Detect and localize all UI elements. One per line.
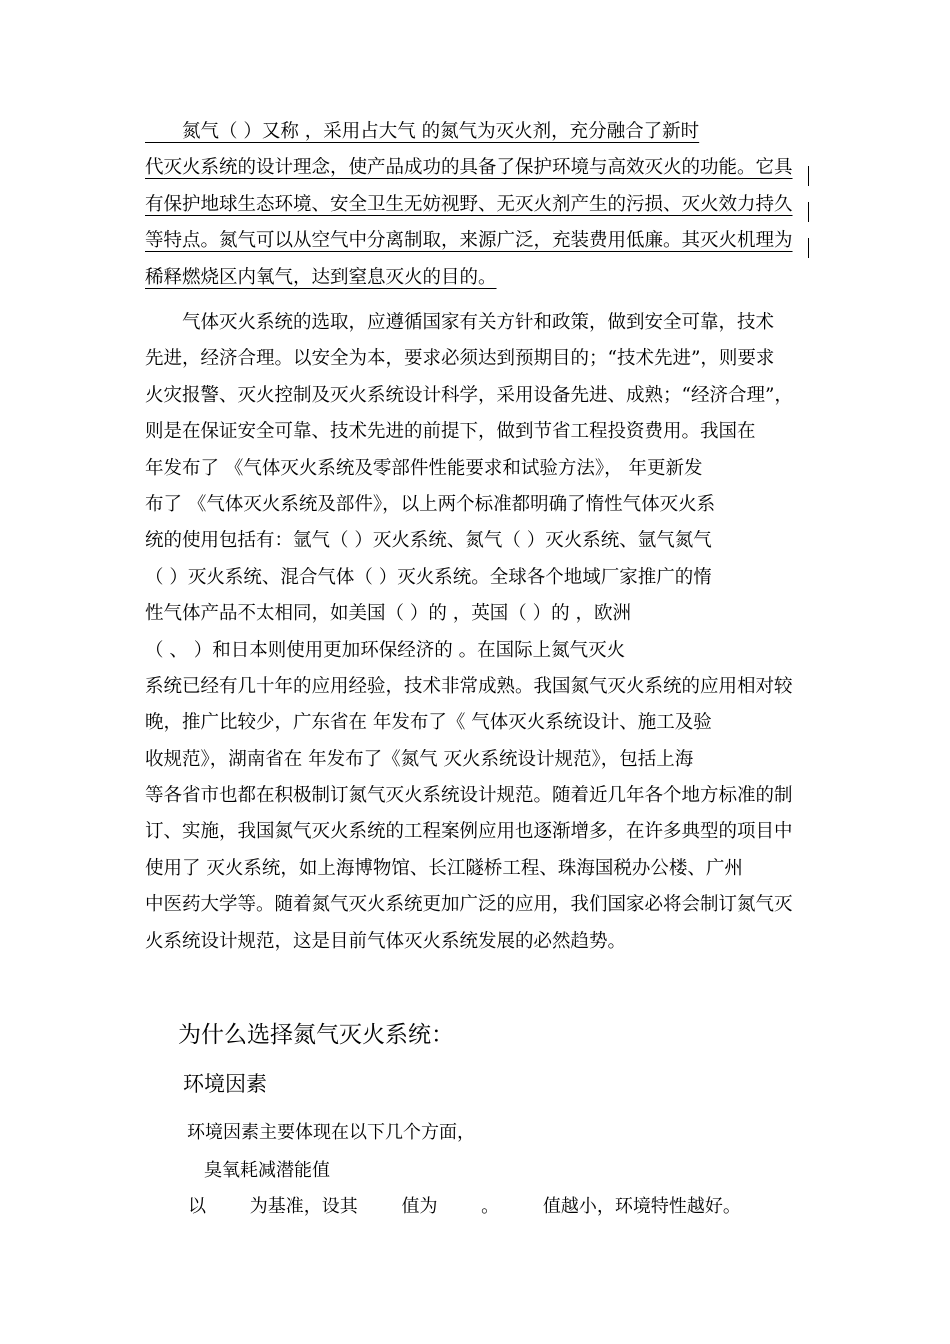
text-line: 则是在保证安全可靠、技术先进的前提下，做到节省工程投资费用。我国在 [145, 421, 756, 443]
text-line: 布了 《气体灭火系统及部件》，以上两个标准都明确了惰性气体灭火系 [145, 493, 716, 515]
text-line: 中医药大学等。随着氮气灭火系统更加广泛的应用，我们国家必将会制订氮气灭 [145, 894, 793, 916]
text-line: 代灭火系统的设计理念，使产品成功的具备了保护环境与高效灭火的功能。它具 [145, 157, 793, 179]
heading-why-nitrogen: 为什么选择氮气灭火系统： [178, 1022, 454, 1048]
heading-environment: 环境因素 [183, 1072, 267, 1096]
revision-bar [808, 238, 809, 258]
text-line: 等各省市也都在积极制订氮气灭火系统设计规范。随着近几年各个地方标准的制 [145, 785, 793, 807]
revision-bar [808, 166, 809, 186]
text-line: 氮气（ ）又称 ，采用占大气 的氮气为灭火剂，充分融合了新时 [145, 121, 700, 142]
text-line: 性气体产品不太相同，如美国（ ）的 ，英国（ ）的 ，欧洲 [145, 603, 632, 625]
text-line: 火系统设计规范，这是目前气体灭火系统发展的必然趋势。 [145, 930, 627, 952]
text-line: （ 、 ）和日本则使用更加环保经济的 。在国际上氮气灭火 [145, 639, 626, 661]
text-line: 统的使用包括有：氩气（ ）灭火系统、氮气（ ）灭火系统、氩气氮气 [145, 530, 712, 552]
text-line: 订、实施，我国氮气灭火系统的工程案例应用也逐渐增多，在许多典型的项目中 [145, 821, 793, 843]
text-line: （ ）灭火系统、混合气体（ ）灭火系统。全球各个地域厂家推广的惰 [145, 566, 712, 588]
environment-intro: 环境因素主要体现在以下几个方面， [187, 1122, 475, 1143]
text-line: 使用了 灭火系统，如上海博物馆、长江隧桥工程、珠海国税办公楼、广州 [145, 857, 743, 879]
text-line: 有保护地球生态环境、安全卫生无妨视野、无灭火剂产生的污损、灭火效力持久 [145, 193, 793, 215]
text-line: 火灾报警、灭火控制及灭火系统设计科学，采用设备先进、成熟；“经济合理”， [145, 384, 793, 406]
text-line: 气体灭火系统的选取，应遵循国家有关方针和政策，做到安全可靠，技术 [145, 312, 775, 333]
paragraph-gas-system-selection [145, 305, 810, 960]
paragraph-nitrogen-intro [145, 114, 810, 296]
ozone-depletion-line: 以 为基准，设其 值为 。 值越小，环境特性越好。 [188, 1196, 741, 1217]
text-line: 等特点。氮气可以从空气中分离制取，来源广泛，充装费用低廉。其灭火机理为 [145, 230, 793, 252]
text-line: 晚，推广比较少，广东省在 年发布了《 气体灭火系统设计、施工及验 [145, 712, 712, 734]
text-line: 先进，经济合理。以安全为本，要求必须达到预期目的；“技术先进”，则要求 [145, 348, 775, 370]
text-line: 稀释燃烧区内氧气，达到窒息灭火的目的。 [145, 266, 497, 288]
revision-bar [808, 202, 809, 222]
text-line: 年发布了 《气体灭火系统及零部件性能要求和试验方法》， 年更新发 [145, 457, 703, 479]
text-line: 系统已经有几十年的应用经验，技术非常成熟。我国氮气灭火系统的应用相对较 [145, 675, 793, 697]
text-line: 收规范》，湖南省在 年发布了《氮气 灭火系统设计规范》，包括上海 [145, 748, 694, 770]
ozone-depletion-title: 臭氧耗减潜能值 [204, 1160, 330, 1181]
